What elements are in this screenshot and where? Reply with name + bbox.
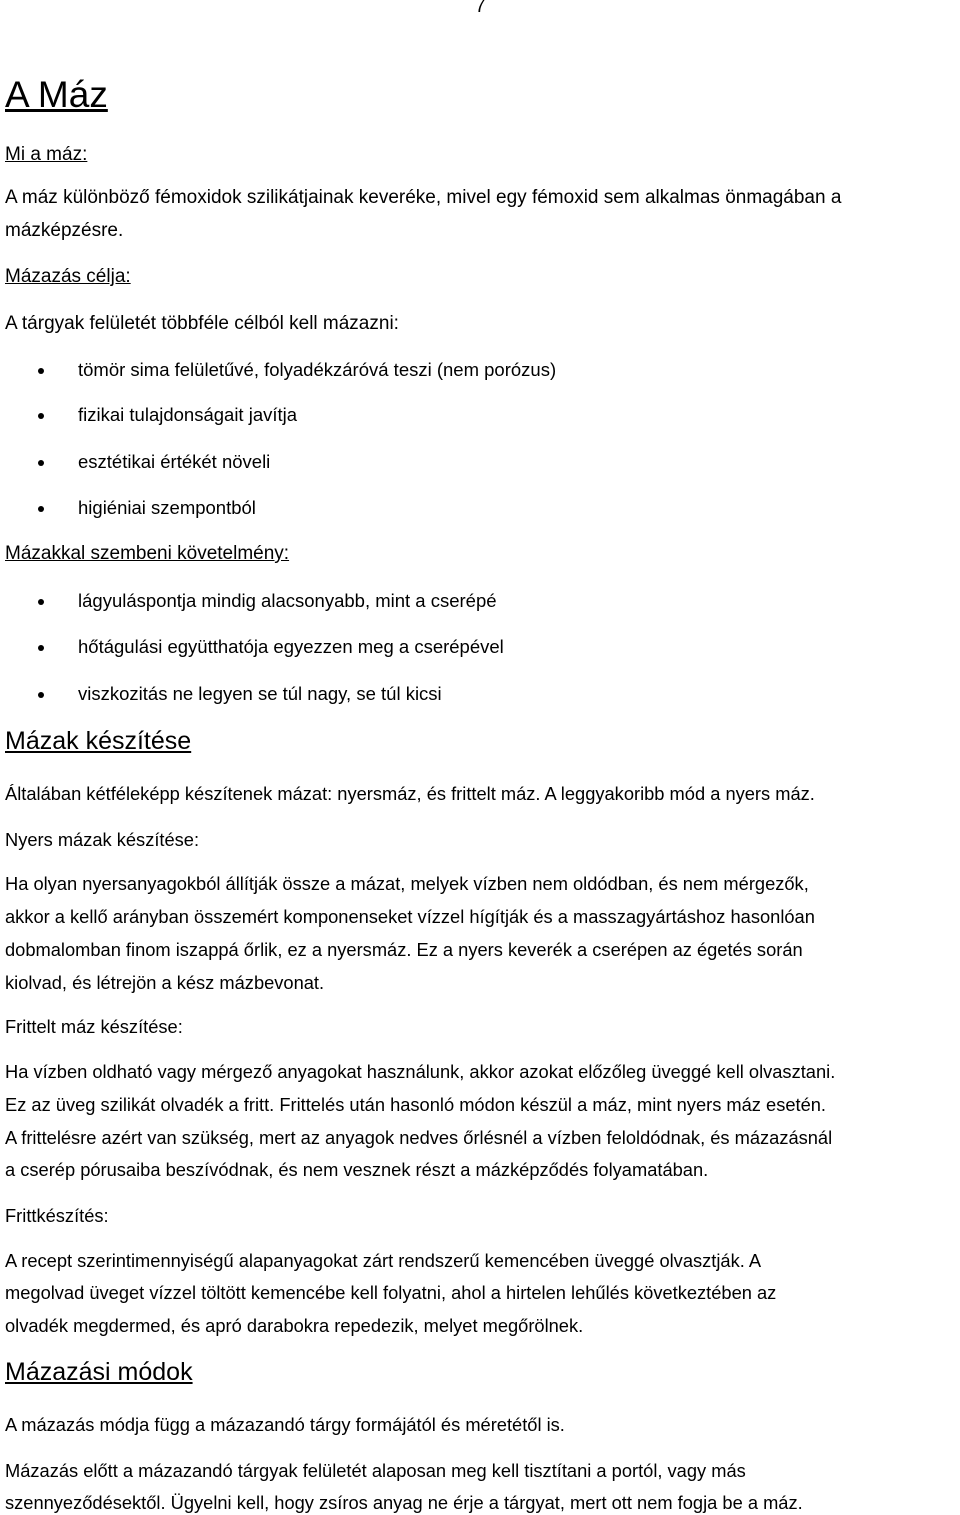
fritted-line-3: A frittelésre azért van szükség, mert az anyagok nedves őrlésnél a vízben feloldódnak, és mázazásnál: [5, 1127, 833, 1148]
frit-line-2: megolvad üveget vízzel töltött kemencébe kell folyatni, ahol a hirtelen lehűlés következtében az: [5, 1282, 777, 1303]
raw-line-2: akkor a kellő arányban összemért komponenseket vízzel hígítják és a masszagyártáshoz hasonlóan: [5, 906, 815, 927]
prep-line-1: Mázazás előtt a mázazandó tárgyak felületét alaposan meg kell tisztítani a portól, vagy más: [5, 1460, 746, 1481]
bullet-icon: [38, 413, 44, 419]
fritted-heading: Frittelt máz készítése:: [5, 1016, 183, 1037]
methods-heading: Mázazási módok: [5, 1358, 193, 1386]
bullet-icon: [38, 506, 44, 512]
requirements-heading: Mázakkal szembeni követelmény:: [5, 543, 290, 564]
raw-heading: Nyers mázak készítése:: [5, 829, 200, 850]
bullet-icon: [38, 599, 44, 605]
frit-heading: Frittkészítés:: [5, 1205, 109, 1226]
page-title: A Máz: [5, 74, 108, 115]
frit-line-1: A recept szerintimennyiségű alapanyagokat zárt rendszerű kemencében üveggé olvasztják. A: [5, 1250, 762, 1271]
fritted-line-1: Ha vízben oldható vagy mérgező anyagokat használunk, akkor azokat előzőleg üveggé kell olvasztani.: [5, 1061, 836, 1082]
what-heading: Mi a máz:: [5, 144, 88, 165]
bullet-icon: [38, 460, 44, 466]
what-text-line-1: A máz különböző fémoxidok szilikátjainak keveréke, mivel egy fémoxid sem alkalmas önmagában a: [5, 187, 842, 208]
page-number: 7: [475, 0, 486, 17]
fritted-line-4: a cserép pórusaiba beszívódnak, és nem vesznek részt a mázképződés folyamatában.: [5, 1159, 709, 1180]
making-intro: Általában kétféleképp készítenek mázat: nyersmáz, és frittelt máz. A leggyakoribb mód a nyers máz.: [5, 783, 815, 804]
methods-line: A mázazás módja függ a mázazandó tárgy formájától és méretétől is.: [5, 1414, 565, 1435]
purpose-heading: Mázazás célja:: [5, 266, 131, 287]
bullet-icon: [38, 692, 44, 698]
what-text-line-2: mázképzésre.: [5, 220, 124, 241]
raw-line-1: Ha olyan nyersanyagokból állítják össze a mázat, melyek vízben nem oldódban, és nem mérgezők,: [5, 873, 809, 894]
bullet-icon: [38, 645, 44, 651]
purpose-intro: A tárgyak felületét többféle célból kell mázazni:: [5, 313, 399, 334]
prep-line-2: szennyeződésektől. Ügyelni kell, hogy zsíros anyag ne érje a tárgyat, mert ott nem fogja be a máz.: [5, 1492, 803, 1513]
bullet-icon: [38, 368, 44, 374]
raw-line-4: kiolvad, és létrejön a kész mázbevonat.: [5, 972, 325, 993]
frit-line-3: olvadék megdermed, és apró darabokra repedezik, melyet megőrölnek.: [5, 1315, 584, 1336]
fritted-line-2: Ez az üveg szilikát olvadék a fritt. Frittelés után hasonló módon készül a máz, mint nyers máz esetén.: [5, 1094, 826, 1115]
raw-line-3: dobmalomban finom iszappá őrlik, ez a nyersmáz. Ez a nyers keverék a cserépen az égetés során: [5, 939, 803, 960]
making-heading: Mázak készítése: [5, 727, 192, 755]
